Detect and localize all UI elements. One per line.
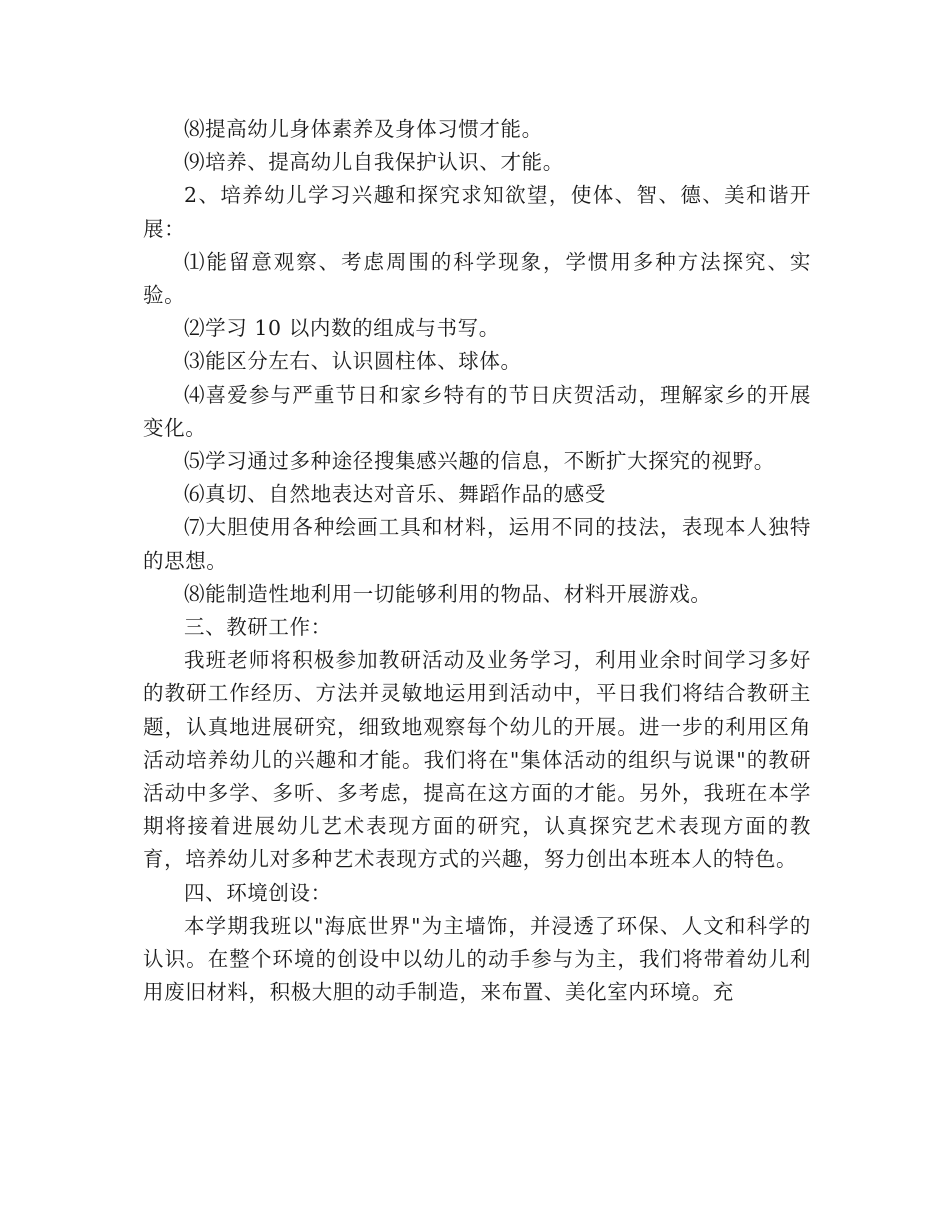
paragraph-item-8-physical: ⑻提高幼儿身体素养及身体习惯才能。	[184, 117, 543, 141]
paragraph-item-7-painting: ⑺大胆使用各种绘画工具和材料，运用不同的技法，表现本人独特的思想。	[143, 515, 811, 573]
paragraph-item-9-self-protection: ⑼培养、提高幼儿自我保护认识、才能。	[184, 150, 564, 175]
paragraph-item-5-information: ⑸学习通过多种途径搜集感兴趣的信息，不断扩大探究的视野。	[184, 449, 775, 474]
section-heading-research: 三、教研工作：	[184, 615, 332, 640]
paragraph-item-8-games: ⑻能制造性地利用一切能够利用的物品、材料开展游戏。	[184, 581, 712, 606]
section-heading-environment: 四、环境创设：	[184, 880, 332, 905]
paragraph-item-3-shapes: ⑶能区分左右、认识圆柱体、球体。	[184, 349, 522, 374]
paragraph-section-2-heading: 2、培养幼儿学习兴趣和探究求知欲望，使体、智、德、美和谐开展：	[143, 183, 811, 241]
paragraph-item-6-music: ⑹真切、自然地表达对音乐、舞蹈作品的感受	[184, 482, 606, 507]
paragraph-environment-body: 本学期我班以"海底世界"为主墙饰，并浸透了环保、人文和科学的认识。在整个环境的创设中以幼儿的动手参与为主，我们将带着幼儿利用废旧材料，积极大胆的动手制造，来布置、美化室内环境。充	[143, 913, 811, 1005]
paragraph-item-2-numbers: ⑵学习 10 以内数的组成与书写。	[184, 316, 500, 341]
document-body	[143, 113, 811, 1009]
paragraph-item-4-festivals: ⑷喜爱参与严重节日和家乡特有的节日庆贺活动，理解家乡的开展变化。	[143, 382, 811, 440]
paragraph-research-body: 我班老师将积极参加教研活动及业务学习，利用业余时间学习多好的教研工作经历、方法并灵敏地运用到活动中，平日我们将结合教研主题，认真地进展研究，细致地观察每个幼儿的开展。进一步的利用区角活动培养幼儿的兴趣和才能。我们将在"集体活动的组织与说课"的教研活动中多学、多听、多考虑，提高在这方面的才能。另外，我班在本学期将接着进展幼儿艺术表现方面的研究，认真探究艺术表现方面的教育，培养幼儿对多种艺术表现方式的兴趣，努力创出本班本人的特色。	[143, 648, 811, 872]
paragraph-item-1-observe: ⑴能留意观察、考虑周围的科学现象，学惯用多种方法探究、实验。	[143, 249, 811, 308]
